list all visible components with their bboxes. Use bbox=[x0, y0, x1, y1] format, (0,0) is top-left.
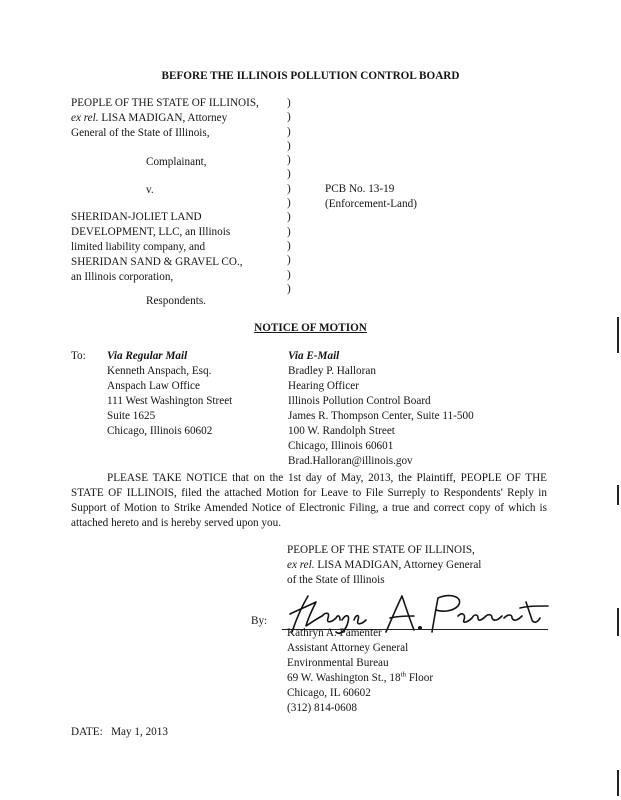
plaintiff-line: ex rel. LISA MADIGAN, Attorney bbox=[71, 112, 228, 124]
party-line: PEOPLE OF THE STATE OF ILLINOIS, bbox=[287, 544, 475, 556]
by-label: By: bbox=[251, 615, 268, 627]
recipient-line: Chicago, Illinois 60601 bbox=[288, 440, 394, 452]
signer-phone: (312) 814-0608 bbox=[287, 702, 357, 714]
case-number: PCB No. 13-19 bbox=[325, 183, 395, 195]
scan-edge-mark bbox=[617, 608, 619, 636]
caption-parens: ) ) ) ) ) ) ) ) ) ) ) ) ) ) bbox=[287, 97, 291, 295]
signer-address-street: 69 W. Washington St., 18th Floor bbox=[287, 670, 434, 684]
defendant-line: limited liability company, and bbox=[71, 241, 206, 253]
recipient-line: 100 W. Randolph Street bbox=[288, 425, 395, 437]
defendant-line: SHERIDAN-JOLIET LAND bbox=[71, 211, 202, 223]
defendant-line: DEVELOPMENT, LLC, an Illinois bbox=[71, 226, 231, 238]
signer-block bbox=[287, 626, 433, 716]
signer-address-city: Chicago, IL 60602 bbox=[287, 687, 371, 699]
defendant-line: SHERIDAN SAND & GRAVEL CO., bbox=[71, 256, 243, 268]
notice-heading: NOTICE OF MOTION bbox=[254, 322, 367, 334]
party-line: of the State of Illinois bbox=[287, 574, 385, 586]
date-label: DATE: bbox=[71, 726, 103, 738]
defendant-line: an Illinois corporation, bbox=[71, 271, 174, 283]
signer-line: Assistant Attorney General bbox=[287, 642, 409, 654]
party-line: ex rel. LISA MADIGAN, Attorney General bbox=[287, 559, 482, 571]
signer-line: Kathryn A. Pamenter bbox=[287, 627, 382, 639]
recipient-line: Anspach Law Office bbox=[107, 380, 200, 392]
case-number-block bbox=[325, 182, 417, 212]
recipient-line: Chicago, Illinois 60602 bbox=[107, 425, 213, 437]
respondents-label: Respondents. bbox=[146, 295, 206, 307]
signature-party-block bbox=[287, 543, 481, 588]
email-heading: Via E-Mail bbox=[288, 350, 340, 362]
date-line bbox=[71, 725, 168, 740]
notice-body: PLEASE TAKE NOTICE that on the 1st day of May, 2013, the Plaintiff, PEOPLE OF THE STATE OF ILLINOIS, filed the attached Motion for Leave to File Surreply to Respondents' Reply in Support of Motion to Strike Amended Notice of Electronic Filing, a true and correct copy of which is attached hereto and is hereby served upon you. bbox=[71, 472, 547, 529]
versus-label: v. bbox=[146, 184, 154, 196]
plaintiff-line: PEOPLE OF THE STATE OF ILLINOIS, bbox=[71, 97, 259, 109]
recipient-line: James R. Thompson Center, Suite 11-500 bbox=[288, 410, 474, 422]
regular-mail-block bbox=[107, 349, 232, 439]
scan-edge-mark bbox=[617, 317, 619, 353]
recipient-line: Suite 1625 bbox=[107, 410, 156, 422]
regular-mail-heading: Via Regular Mail bbox=[107, 350, 188, 362]
to-label: To: bbox=[71, 350, 86, 362]
date-value: May 1, 2013 bbox=[111, 726, 168, 738]
signer-line: Environmental Bureau bbox=[287, 657, 389, 669]
plaintiff-line: General of the State of Illinois, bbox=[71, 127, 210, 139]
scan-edge-mark bbox=[617, 770, 619, 796]
complainant-label: Complainant, bbox=[146, 156, 207, 168]
case-type: (Enforcement-Land) bbox=[325, 198, 417, 210]
board-title: BEFORE THE ILLINOIS POLLUTION CONTROL BOARD bbox=[161, 70, 460, 82]
recipient-line: Bradley P. Halloran bbox=[288, 365, 376, 377]
email-block bbox=[288, 349, 474, 469]
recipient-line: Hearing Officer bbox=[288, 380, 359, 392]
recipient-line: Illinois Pollution Control Board bbox=[288, 395, 431, 407]
recipient-line: Kenneth Anspach, Esq. bbox=[107, 365, 212, 377]
defendant-block bbox=[71, 210, 243, 285]
scan-edge-mark bbox=[617, 485, 619, 505]
recipient-line: 111 West Washington Street bbox=[107, 395, 233, 407]
plaintiff-block bbox=[71, 96, 259, 141]
recipient-line: Brad.Halloran@illinois.gov bbox=[288, 455, 413, 467]
